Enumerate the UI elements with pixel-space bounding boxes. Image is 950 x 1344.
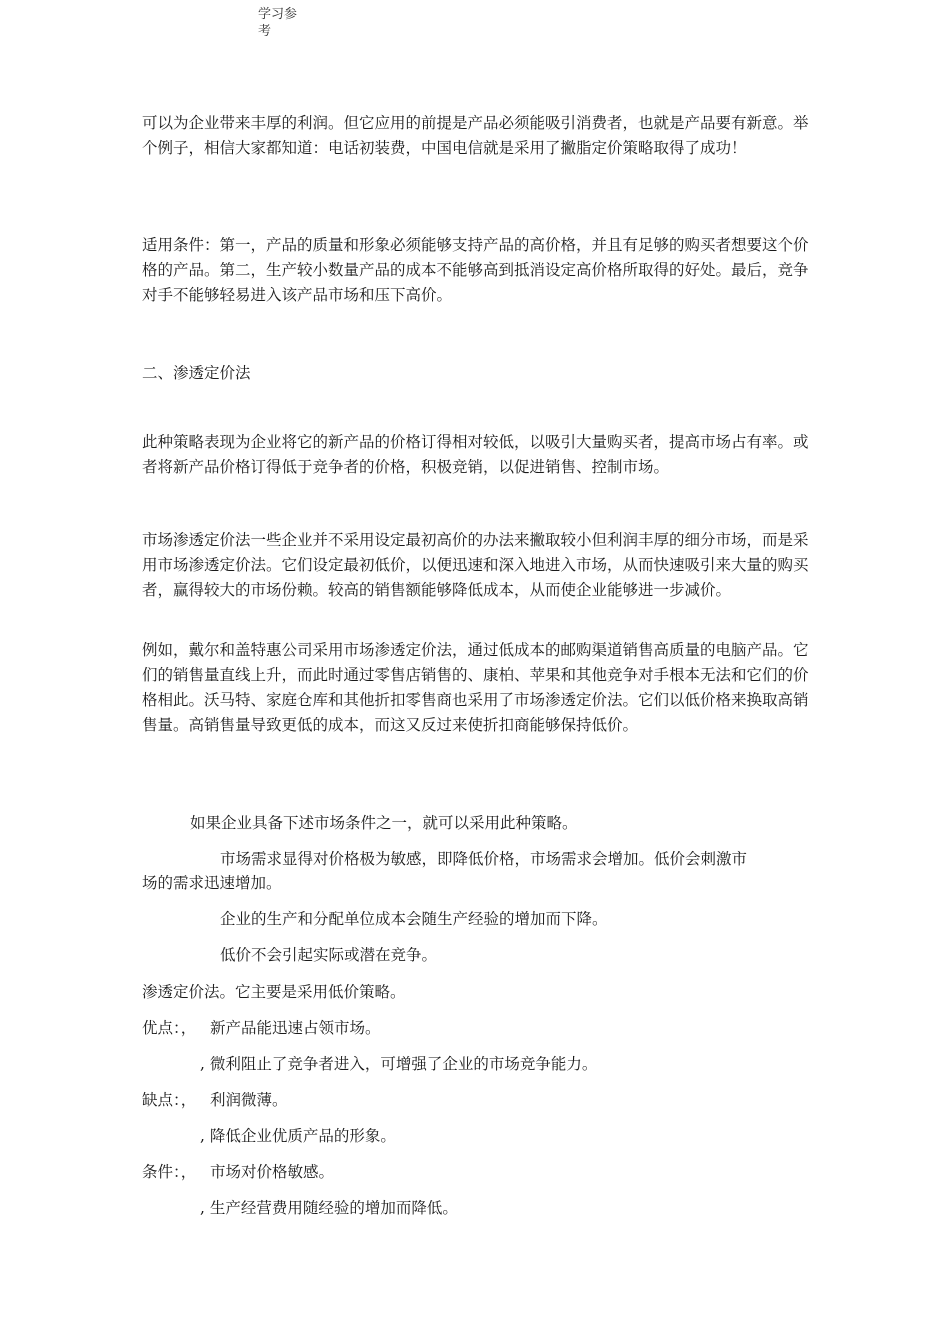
- disadvantage-2: , 降低企业优质产品的形象。: [200, 1127, 396, 1145]
- paragraph-applicable-conditions: 适用条件：第一，产品的质量和形象必须能够支持产品的高价格，并且有足够的购买者想要这个价格的产品。第二，生产较小数量产品的成本不能够高到抵消设定高价格所取得的好处。最后，竞争对手不能够轻易进入该产品市场和压下高价。: [142, 236, 809, 304]
- advantage-1: 新产品能迅速占领市场。: [210, 1019, 381, 1037]
- paragraph-dell-example: 例如，戴尔和盖特惠公司采用市场渗透定价法，通过低成本的邮购渠道销售高质量的电脑产品。它们的销售量直线上升，而此时通过零售店销售的、康柏、苹果和其他竞争对手根本无法和它们的价格相此。沃马特、家庭仓库和其他折扣零售商也采用了市场渗透定价法。它们以低价格来换取高销售量。高销售量导致更低的成本，而这又反过来使折扣商能够保持低价。: [142, 641, 809, 734]
- advantage-2: , 微利阻止了竞争者进入，可增强了企业的市场竞争能力。: [200, 1055, 598, 1073]
- requirement-2: , 生产经营费用随经验的增加而降低。: [200, 1199, 458, 1217]
- header-note: 学习参考: [258, 7, 298, 39]
- condition-1-line-1: 市场需求显得对价格极为敏感，即降低价格，市场需求会增加。低价会刺激市: [220, 850, 748, 868]
- disadvantage-1: 利润微薄。: [210, 1091, 288, 1109]
- condition-1-line-2: 场的需求迅速增加。: [142, 874, 282, 892]
- requirements-label: 条件：，: [142, 1163, 197, 1181]
- paragraph-market-penetration: 市场渗透定价法一些企业并不采用设定最初高价的办法来撇取较小但利润丰厚的细分市场，而是采用市场渗透定价法。它们设定最初低价，以便迅速和深入地进入市场，从而快速吸引来大量的购买者，赢得较大的市场份赖。较高的销售额能够降低成本，从而使企业能够进一步减价。: [142, 531, 809, 599]
- paragraph-penetration-definition: 此种策略表现为企业将它的新产品的价格订得相对较低，以吸引大量购买者，提高市场占有率。或者将新产品价格订得低于竞争者的价格，积极竞销，以促进销售、控制市场。: [142, 433, 809, 476]
- disadvantages-label: 缺点：，: [142, 1091, 197, 1109]
- section-heading-penetration-pricing: 二、渗透定价法: [142, 364, 251, 382]
- requirement-1: 市场对价格敏感。: [210, 1163, 335, 1181]
- paragraph-skimming-success: 可以为企业带来丰厚的利润。但它应用的前提是产品必须能吸引消费者，也就是产品要有新意。举个例子，相信大家都知道：电话初装费，中国电信就是采用了撇脂定价策略取得了成功！: [142, 114, 809, 157]
- conditions-intro: 如果企业具备下述市场条件之一，就可以采用此种策略。: [190, 814, 578, 832]
- summary-line: 渗透定价法。它主要是采用低价策略。: [142, 983, 406, 1001]
- condition-3: 低价不会引起实际或潜在竞争。: [220, 946, 438, 964]
- advantages-label: 优点：，: [142, 1019, 197, 1037]
- condition-2: 企业的生产和分配单位成本会随生产经验的增加而下降。: [220, 910, 608, 928]
